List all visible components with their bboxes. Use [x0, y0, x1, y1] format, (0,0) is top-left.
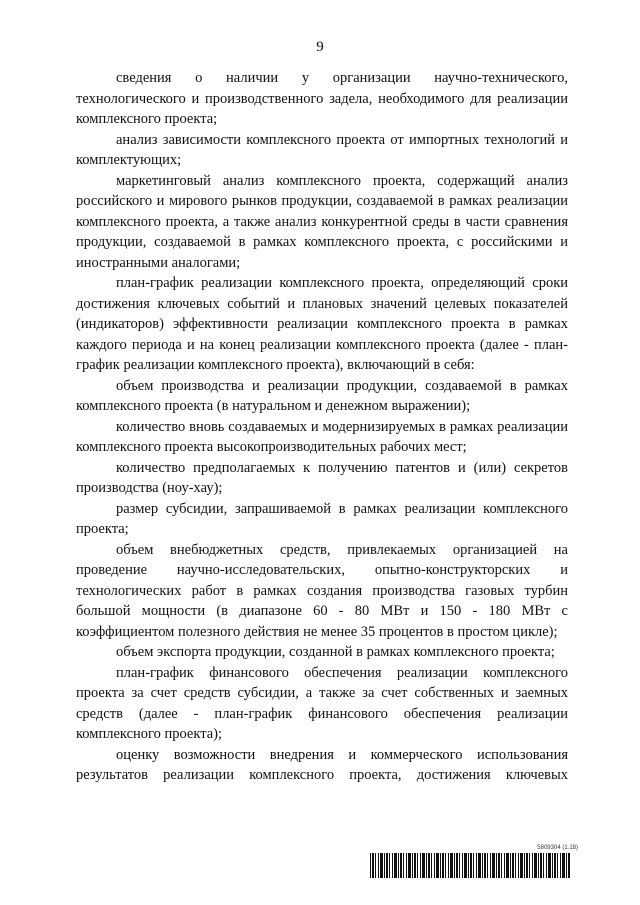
- paragraph: количество вновь создаваемых и модернизируемых в рамках реализации комплексного проекта высокопроизводительных рабочих мест;: [76, 418, 568, 455]
- paragraph: план-график реализации комплексного проекта, определяющий сроки достижения ключевых событий и плановых значений целевых показателей (индикаторов) эффективности реализации комплексного проекта в рамках каждого периода и на конец реализации комплексного проекта (далее - план-график реализации комплексного проекта), включающий в себя:: [76, 275, 568, 373]
- document-code: 5809304 (1.18): [537, 845, 578, 851]
- document-body: [76, 68, 568, 786]
- paragraph: размер субсидии, запрашиваемой в рамках реализации комплексного проекта;: [76, 500, 568, 537]
- paragraph: объем производства и реализации продукции, создаваемой в рамках комплексного проекта (в натуральном и денежном выражении);: [76, 377, 568, 414]
- barcode-icon: [370, 853, 570, 878]
- paragraph: объем внебюджетных средств, привлекаемых организацией на проведение научно-исследовательских, опытно-конструкторских и технологических работ в рамках создания производства газовых турбин большой мощности (в диапазоне 60 - 80 МВт и 150 - 180 МВт с коэффициентом полезного действия не менее 35 процентов в простом цикле);: [76, 541, 568, 640]
- paragraph: количество предполагаемых к получению патентов и (или) секретов производства (ноу-хау);: [76, 459, 568, 496]
- paragraph: сведения о наличии у организации научно-технического, технологического и производственного задела, необходимого для реализации комплексного проекта;: [76, 70, 568, 127]
- paragraph: анализ зависимости комплексного проекта от импортных технологий и комплектующих;: [76, 131, 568, 168]
- paragraph: маркетинговый анализ комплексного проекта, содержащий анализ российского и мирового рынков продукции, создаваемой в рамках реализации комплексного проекта, а также анализ конкурентной среды в части сравнения продукции, создаваемой в рамках комплексного проекта, с российскими и иностранными аналогами;: [76, 172, 568, 271]
- paragraph: оценку возможности внедрения и коммерческого использования результатов реализации комплексного проекта, достижения ключевых: [76, 746, 568, 783]
- page-number: 9: [316, 39, 324, 55]
- paragraph: план-график финансового обеспечения реализации комплексного проекта за счет средств субсидии, а также за счет собственных и заемных средств (далее - план-график финансового обеспечения реализации комплексного проекта);: [76, 664, 568, 742]
- paragraph: объем экспорта продукции, созданной в рамках комплексного проекта;: [116, 644, 555, 660]
